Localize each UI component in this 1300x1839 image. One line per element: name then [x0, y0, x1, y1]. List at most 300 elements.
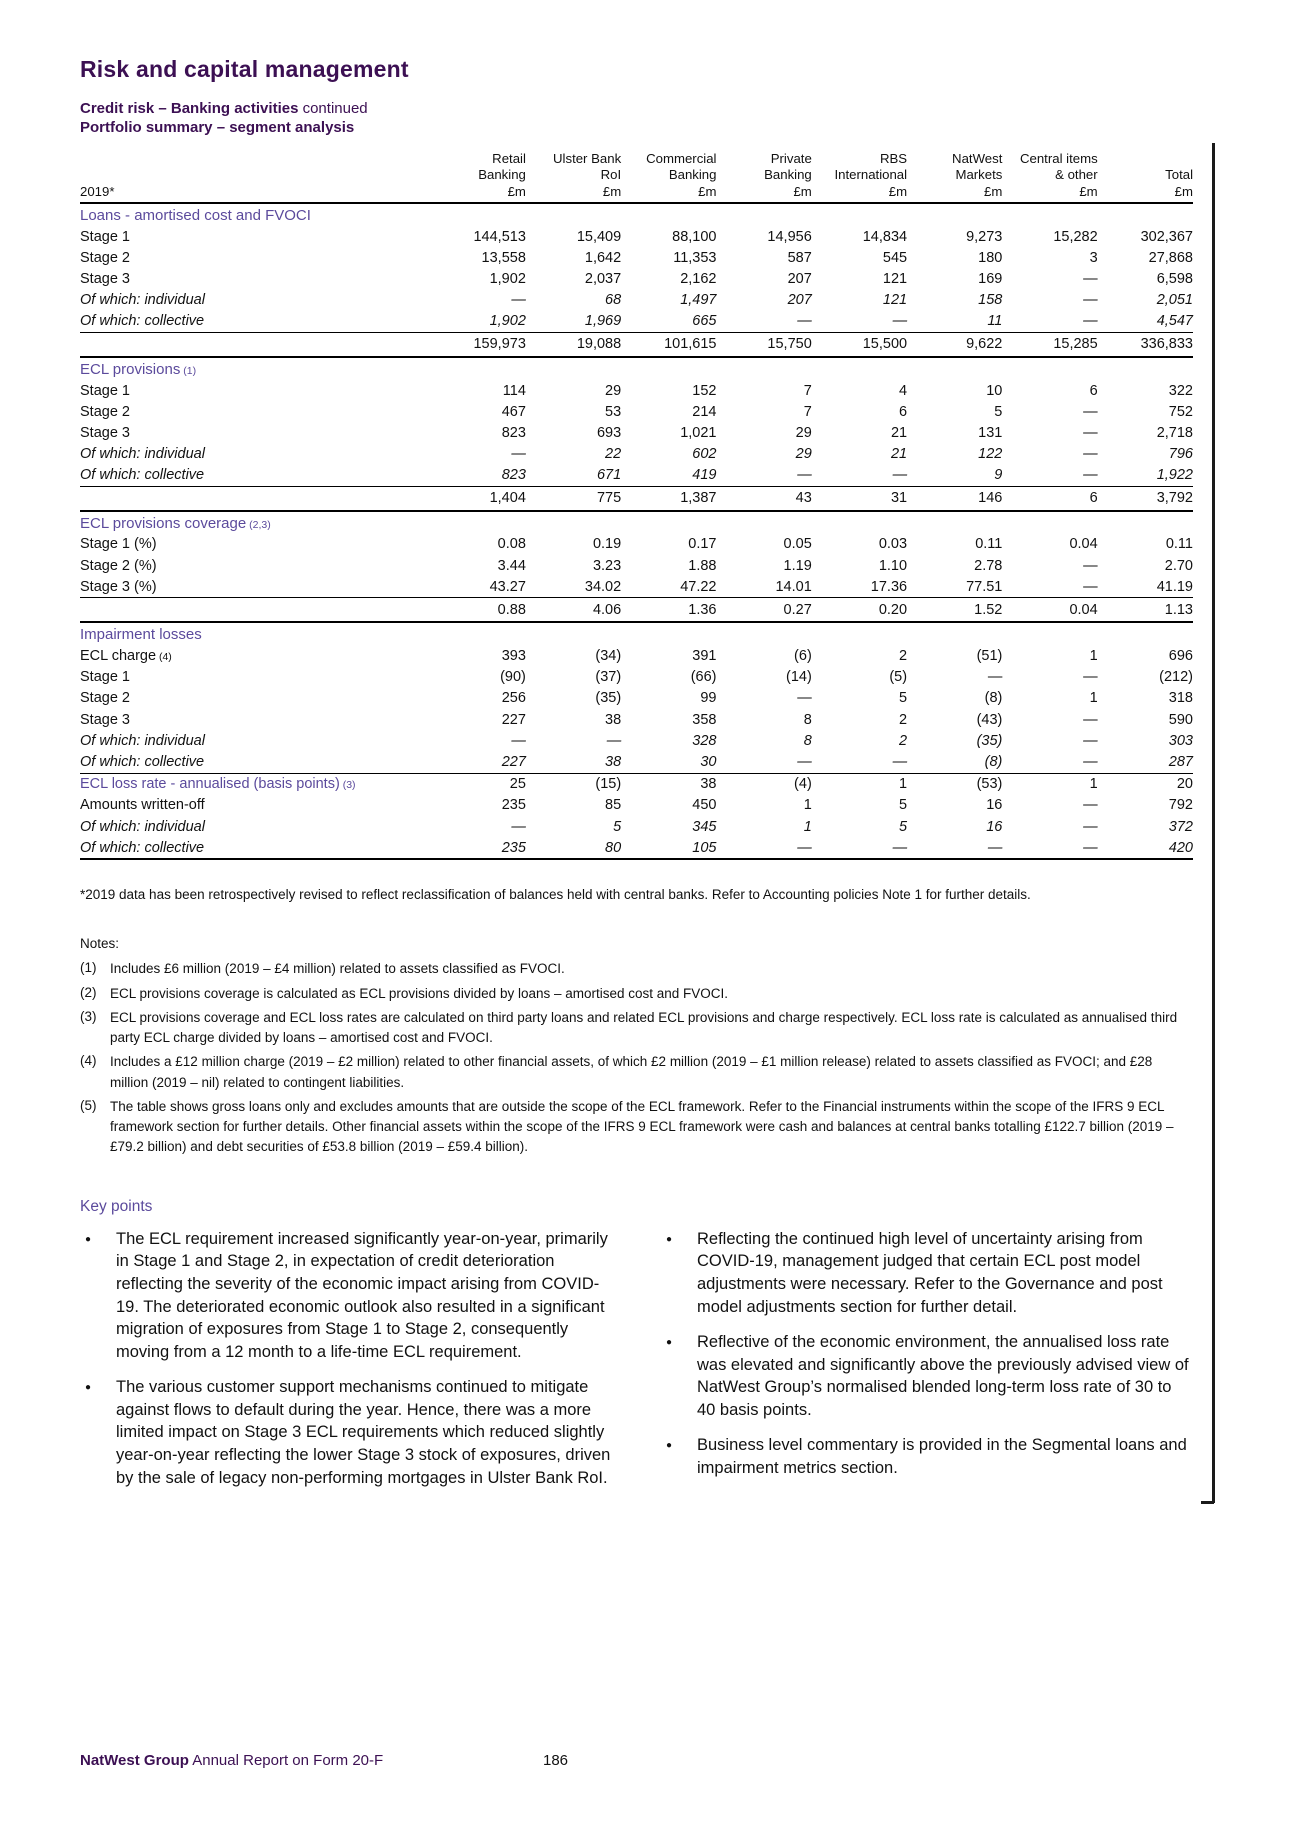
column-header: [716, 151, 811, 204]
value-cell: (8): [984, 690, 1003, 707]
value-cell: 0.27: [716, 598, 811, 623]
value-cell: 15,409: [576, 228, 622, 245]
row-label-cell: Of which: collective: [80, 467, 205, 484]
value-cell: 467: [501, 403, 526, 420]
value-cell: 1,902: [489, 313, 526, 330]
bullet-icon: ●: [666, 1233, 673, 1245]
value-cell: 1,404: [431, 486, 526, 511]
row-label-cell: Stage 3 (%): [80, 578, 157, 595]
column-unit: £m: [888, 183, 908, 199]
value-cell: 8: [803, 732, 812, 749]
key-point-item: [80, 1228, 611, 1364]
value-cell: 450: [692, 797, 717, 814]
column-unit: £m: [602, 183, 622, 199]
table-row: [80, 357, 1193, 380]
value-cell: 1.36: [621, 598, 716, 623]
table-row: [80, 268, 1193, 289]
value-cell: 99: [700, 690, 717, 707]
value-cell: 345: [692, 818, 717, 835]
table-row: [80, 667, 1193, 688]
column-header-line: Markets: [955, 167, 1003, 182]
value-cell: —: [1083, 557, 1098, 574]
subtitle-continued: continued: [298, 100, 368, 117]
note-text: Includes a £12 million charge (2019 – £2 million) related to other financial assets, of which £2 million (2019 – £1 million release) related to assets classified as FVOCI; and £28 million (2019 – nil) related to contingent liabilities.: [110, 1054, 1153, 1090]
value-cell: —: [511, 446, 526, 463]
value-cell: 38: [526, 751, 621, 773]
value-cell: 0.88: [431, 598, 526, 623]
value-cell: 752: [1168, 403, 1193, 420]
value-cell: 6: [1002, 486, 1097, 511]
value-cell: 587: [787, 249, 812, 266]
key-points-section: [80, 1198, 1193, 1503]
table-row: [80, 311, 1193, 333]
footnote-marker: (2,3): [246, 518, 271, 531]
value-cell: 2: [899, 648, 908, 665]
value-cell: 372: [1168, 818, 1193, 835]
footer-report-title: Annual Report on Form 20-F: [188, 1752, 384, 1769]
value-cell: 0.11: [1165, 536, 1193, 553]
value-cell: (51): [976, 648, 1003, 665]
column-header-line: Private: [770, 150, 812, 166]
table-row: [80, 534, 1193, 555]
row-label-cell: Of which: collective: [80, 837, 431, 859]
value-cell: 43: [716, 486, 811, 511]
value-cell: 823: [501, 467, 526, 484]
table-row: [80, 555, 1193, 576]
value-cell: (8): [907, 751, 1002, 773]
note-number: (1): [80, 960, 97, 976]
footnote-marker: (1): [180, 364, 197, 377]
value-cell: 11: [987, 313, 1003, 330]
value-cell: 121: [882, 270, 908, 287]
column-header: [431, 151, 526, 204]
value-cell: 2,051: [1156, 292, 1193, 309]
value-cell: 3: [1089, 249, 1098, 266]
table-row: [80, 290, 1193, 311]
value-cell: —: [797, 467, 812, 484]
key-point-item: [661, 1331, 1192, 1421]
value-cell: 0.05: [783, 536, 812, 553]
column-header-line: Banking: [478, 167, 526, 182]
value-cell: 256: [501, 690, 526, 707]
value-cell: 0.03: [878, 536, 908, 553]
key-point-item: [661, 1228, 1192, 1318]
value-cell: 11,353: [673, 249, 717, 266]
note-item: [80, 959, 1193, 979]
table-row: [80, 332, 1193, 357]
value-cell: 419: [692, 467, 717, 484]
value-cell: —: [1083, 669, 1098, 686]
value-cell: 1.19: [783, 557, 812, 574]
value-cell: —: [1083, 292, 1098, 309]
value-cell: —: [511, 732, 526, 749]
value-cell: (5): [889, 669, 908, 686]
subtitle-bold: Credit risk – Banking activities: [80, 100, 299, 117]
value-cell: —: [892, 313, 908, 330]
value-cell: 775: [526, 486, 621, 511]
value-cell: 53: [605, 403, 622, 420]
value-cell: 0.17: [688, 536, 717, 553]
row-label-cell: Of which: individual: [80, 732, 205, 749]
column-unit: £m: [1174, 183, 1193, 199]
column-header: [1002, 151, 1097, 204]
column-header-line: Ulster Bank: [553, 150, 622, 166]
value-cell: 0.20: [812, 598, 907, 623]
table-row: [80, 773, 1193, 795]
column-header-line: Total: [1165, 167, 1193, 182]
value-cell: 1.10: [878, 557, 908, 574]
column-header: [907, 151, 1002, 204]
value-cell: 5: [899, 797, 908, 814]
row-label-cell: [80, 332, 431, 357]
value-cell: —: [1083, 446, 1098, 463]
value-cell: 235: [431, 837, 526, 859]
star-footnote: *2019 data has been retrospectively revised to reflect reclassification of balances held with central banks. Refer to Accounting policies Note 1 for further details.: [80, 887, 1031, 903]
column-header: [621, 151, 716, 204]
value-cell: 114: [502, 382, 526, 399]
note-text: ECL provisions coverage is calculated as ECL provisions divided by loans – amortised cost and FVOCI.: [110, 985, 729, 1001]
value-cell: 1: [1089, 648, 1098, 665]
value-cell: 2,718: [1156, 424, 1193, 441]
value-cell: 80: [526, 837, 621, 859]
value-cell: 1: [899, 776, 908, 793]
value-cell: 3.44: [497, 557, 526, 574]
value-cell: 287: [1098, 751, 1193, 773]
table-row: [80, 203, 1193, 226]
note-number: (4): [80, 1053, 97, 1069]
value-cell: 19,088: [526, 332, 621, 357]
note-number: (2): [80, 984, 97, 1000]
row-label-cell: Of which: individual: [80, 818, 205, 835]
value-cell: (35): [595, 690, 622, 707]
note-number: (5): [80, 1097, 97, 1113]
value-cell: 30: [621, 751, 716, 773]
row-label-cell: Stage 3: [80, 424, 130, 441]
value-cell: 77.51: [966, 578, 1003, 595]
note-item: [80, 1052, 1193, 1093]
value-cell: (35): [976, 732, 1003, 749]
value-cell: 214: [692, 403, 717, 420]
value-cell: —: [1083, 403, 1098, 420]
row-label-cell: [80, 598, 431, 623]
value-cell: 3,792: [1098, 486, 1193, 511]
value-cell: 2,162: [680, 270, 717, 287]
value-cell: 41.19: [1156, 578, 1193, 595]
value-cell: 2: [899, 711, 908, 728]
value-cell: 14,834: [862, 228, 908, 245]
value-cell: 1: [1089, 776, 1098, 793]
value-cell: 31: [812, 486, 907, 511]
value-cell: —: [511, 292, 526, 309]
value-cell: (90): [500, 669, 526, 686]
value-cell: —: [812, 751, 907, 773]
value-cell: 0.04: [1069, 536, 1098, 553]
row-label-cell: Stage 2: [80, 690, 130, 707]
value-cell: 9,273: [966, 228, 1003, 245]
row-label-cell: Stage 1 (%): [80, 536, 157, 553]
value-cell: 207: [787, 292, 812, 309]
value-cell: 88,100: [672, 228, 717, 245]
table-row: [80, 709, 1193, 730]
note-item: [80, 1097, 1193, 1158]
notes-section: [80, 935, 1193, 1158]
section-label-cell: Impairment losses: [80, 626, 202, 644]
value-cell: 9,622: [907, 332, 1002, 357]
value-cell: 10: [986, 382, 1003, 399]
row-label-cell: Of which: collective: [80, 751, 431, 773]
value-cell: 1: [1089, 690, 1098, 707]
value-cell: 15,282: [1053, 228, 1098, 245]
value-cell: —: [1002, 751, 1097, 773]
segment-table-head: [80, 151, 1193, 204]
value-cell: 590: [1168, 711, 1193, 728]
value-cell: 4,547: [1156, 313, 1193, 330]
year-label: 2019*: [80, 151, 431, 204]
value-cell: 105: [621, 837, 716, 859]
value-cell: 1,387: [621, 486, 716, 511]
value-cell: 823: [501, 424, 526, 441]
value-cell: 15,750: [716, 332, 811, 357]
value-cell: 5: [994, 403, 1003, 420]
value-cell: 336,833: [1098, 332, 1193, 357]
value-cell: —: [1083, 270, 1098, 287]
value-cell: (4): [794, 776, 812, 793]
value-cell: 302,367: [1140, 228, 1193, 245]
value-cell: 665: [692, 313, 717, 330]
column-header-line: Retail: [492, 150, 526, 166]
value-cell: —: [892, 467, 908, 484]
value-cell: 2.70: [1164, 557, 1193, 574]
table-row: [80, 247, 1193, 268]
value-cell: 8: [803, 711, 812, 728]
page-content: [80, 0, 1193, 1502]
table-row: [80, 751, 1193, 773]
column-unit: £m: [984, 183, 1003, 199]
notes-heading: Notes:: [80, 936, 120, 952]
column-header-line: RoI: [600, 167, 622, 182]
footer-brand: NatWest Group: [80, 1752, 189, 1769]
value-cell: 5: [899, 690, 908, 707]
value-cell: 20: [1176, 776, 1193, 793]
value-cell: 2: [899, 732, 908, 749]
value-cell: —: [1083, 467, 1098, 484]
key-point-text: The various customer support mechanisms continued to mitigate against flows to default during the year. Hence, there was a more limited impact on Stage 3 ECL requirements which reduced slightly year-on-year reflecting the lower Stage 3 stock of exposures, driven by the sale of legacy non-performing mortgages in Ulster Bank RoI.: [116, 1378, 611, 1487]
value-cell: 34.02: [584, 578, 622, 595]
value-cell: —: [812, 837, 907, 859]
value-cell: 144,513: [473, 228, 526, 245]
column-unit: £m: [698, 183, 717, 199]
segment-table-body: [80, 203, 1193, 859]
value-cell: 0.04: [1002, 598, 1097, 623]
value-cell: 101,615: [621, 332, 716, 357]
value-cell: 671: [596, 467, 622, 484]
value-cell: 7: [803, 382, 812, 399]
value-cell: (43): [976, 711, 1003, 728]
column-header-line: & other: [1055, 167, 1098, 182]
table-row: [80, 622, 1193, 645]
bullet-icon: ●: [85, 1382, 92, 1394]
section-label-cell: ECL provisions (1): [80, 360, 197, 378]
bullet-icon: ●: [85, 1233, 92, 1245]
footnote-marker: (4): [156, 651, 172, 664]
value-cell: 1: [803, 797, 812, 814]
value-cell: 235: [501, 797, 526, 814]
table-row: [80, 486, 1193, 511]
column-header-line: Commercial: [646, 150, 717, 166]
value-cell: —: [511, 818, 526, 835]
row-label-cell: Of which: individual: [80, 446, 205, 463]
margin-change-bar-foot: [1201, 1501, 1214, 1504]
table-row: [80, 730, 1193, 751]
value-cell: 4: [899, 382, 908, 399]
key-points-right-column: [661, 1228, 1192, 1503]
value-cell: 27,868: [1148, 249, 1193, 266]
value-cell: 21: [890, 424, 908, 441]
value-cell: —: [907, 837, 1002, 859]
table-row: [80, 645, 1193, 666]
key-point-text: The ECL requirement increased significantly year-on-year, primarily in Stage 1 and Stage 2, in expectation of credit deterioration reflecting the severity of the economic impact arising from COVID-19. The deteriorated economic outlook also resulted in a significant migration of exposures from Stage 1 to Stage 2, consequently moving from a 12 month to a life-time ECL requirement.: [116, 1229, 608, 1361]
value-cell: 0.11: [975, 536, 1003, 553]
key-point-text: Reflecting the continued high level of uncertainty arising from COVID-19, management judged that certain ECL post model adjustments were necessary. Refer to the Governance and post model adjustments section for further detail.: [697, 1229, 1163, 1316]
value-cell: 14,956: [767, 228, 812, 245]
value-cell: 391: [692, 648, 717, 665]
value-cell: 420: [1098, 837, 1193, 859]
value-cell: 1.52: [907, 598, 1002, 623]
value-cell: —: [1083, 711, 1098, 728]
note-text: ECL provisions coverage and ECL loss rates are calculated on third party loans and related ECL provisions and charge respectively. ECL loss rate is calculated as annualised third party ECL charge divided by loans – amortised cost and FVOCI.: [110, 1009, 1178, 1046]
segment-table: [80, 151, 1193, 861]
section-subtitle: [80, 100, 1193, 119]
value-cell: 2.78: [974, 557, 1003, 574]
table-row: [80, 688, 1193, 709]
value-cell: 38: [605, 711, 622, 728]
row-label-cell: ECL charge (4): [80, 648, 172, 665]
value-cell: 792: [1168, 797, 1193, 814]
table-row: [80, 422, 1193, 443]
value-cell: 22: [605, 446, 622, 463]
value-cell: 2,037: [584, 270, 622, 287]
note-text: Includes £6 million (2019 – £4 million) related to assets classified as FVOCI.: [110, 961, 565, 977]
value-cell: 122: [978, 446, 1003, 463]
value-cell: 6: [899, 403, 908, 420]
value-cell: —: [797, 690, 812, 707]
value-cell: 25: [509, 776, 526, 793]
value-cell: —: [987, 669, 1003, 686]
value-cell: 180: [978, 249, 1003, 266]
value-cell: 169: [978, 270, 1003, 287]
value-cell: 1,902: [489, 270, 526, 287]
portfolio-summary-heading: Portfolio summary – segment analysis: [80, 118, 355, 136]
value-cell: (53): [976, 776, 1003, 793]
value-cell: —: [1083, 732, 1098, 749]
column-header-line: NatWest: [952, 150, 1003, 166]
value-cell: (15): [595, 776, 622, 793]
value-cell: (6): [794, 648, 812, 665]
value-cell: 0.19: [592, 536, 622, 553]
page-number: 186: [543, 1752, 569, 1769]
value-cell: 13,558: [481, 249, 526, 266]
row-label-cell: Of which: collective: [80, 313, 205, 330]
value-cell: 9: [994, 467, 1003, 484]
value-cell: 16: [986, 818, 1003, 835]
column-unit: £m: [1079, 183, 1098, 199]
value-cell: —: [1083, 578, 1098, 595]
value-cell: —: [1083, 818, 1098, 835]
row-label-cell: Stage 2: [80, 403, 130, 420]
section-label-cell: ECL provisions coverage (2,3): [80, 514, 271, 532]
value-cell: 693: [596, 424, 622, 441]
column-header: [526, 151, 621, 204]
row-label-cell: [80, 486, 431, 511]
value-cell: 47.22: [680, 578, 717, 595]
value-cell: 17.36: [870, 578, 908, 595]
note-number: (3): [80, 1008, 97, 1024]
key-points-left-column: [80, 1228, 611, 1503]
table-row: [80, 444, 1193, 465]
column-header: [1098, 151, 1193, 204]
key-points-heading: Key points: [80, 1197, 153, 1215]
column-header-line: Central items: [1019, 150, 1098, 166]
note-item: [80, 1008, 1193, 1049]
value-cell: 15,500: [812, 332, 907, 357]
row-label-cell: Stage 1: [80, 669, 130, 686]
value-cell: 68: [605, 292, 622, 309]
value-cell: 5: [613, 818, 622, 835]
bullet-icon: ●: [666, 1337, 673, 1349]
value-cell: 1.88: [688, 557, 717, 574]
value-cell: 1,021: [680, 424, 717, 441]
value-cell: 3.23: [592, 557, 622, 574]
value-cell: 131: [978, 424, 1003, 441]
column-unit: £m: [793, 183, 812, 199]
value-cell: 152: [692, 382, 717, 399]
row-label-cell: Stage 2 (%): [80, 557, 157, 574]
value-cell: 16: [986, 797, 1003, 814]
row-label-cell: Stage 2: [80, 249, 130, 266]
value-cell: —: [716, 837, 811, 859]
page-title: Risk and capital management: [80, 56, 409, 82]
table-row: [80, 511, 1193, 534]
value-cell: (14): [785, 669, 812, 686]
table-header-row: [80, 151, 1193, 204]
row-label-cell: Stage 3: [80, 711, 130, 728]
value-cell: —: [1083, 313, 1098, 330]
value-cell: 121: [882, 292, 908, 309]
value-cell: 1,642: [584, 249, 622, 266]
value-cell: 318: [1168, 690, 1193, 707]
value-cell: 1: [803, 818, 812, 835]
value-cell: —: [606, 732, 622, 749]
value-cell: 29: [605, 382, 622, 399]
value-cell: (37): [595, 669, 622, 686]
table-row: [80, 226, 1193, 247]
key-point-item: [80, 1376, 611, 1489]
value-cell: 796: [1168, 446, 1193, 463]
value-cell: 158: [978, 292, 1003, 309]
value-cell: 29: [795, 446, 812, 463]
value-cell: 4.06: [526, 598, 621, 623]
value-cell: 1.13: [1098, 598, 1193, 623]
key-points-columns: [80, 1228, 1193, 1503]
value-cell: 303: [1168, 732, 1193, 749]
value-cell: 393: [501, 648, 526, 665]
value-cell: 29: [795, 424, 812, 441]
value-cell: —: [797, 313, 812, 330]
row-label-cell: Amounts written-off: [80, 797, 205, 814]
table-row: [80, 795, 1193, 816]
value-cell: (66): [690, 669, 717, 686]
key-point-text: Business level commentary is provided in the Segmental loans and impairment metrics section.: [697, 1436, 1187, 1478]
